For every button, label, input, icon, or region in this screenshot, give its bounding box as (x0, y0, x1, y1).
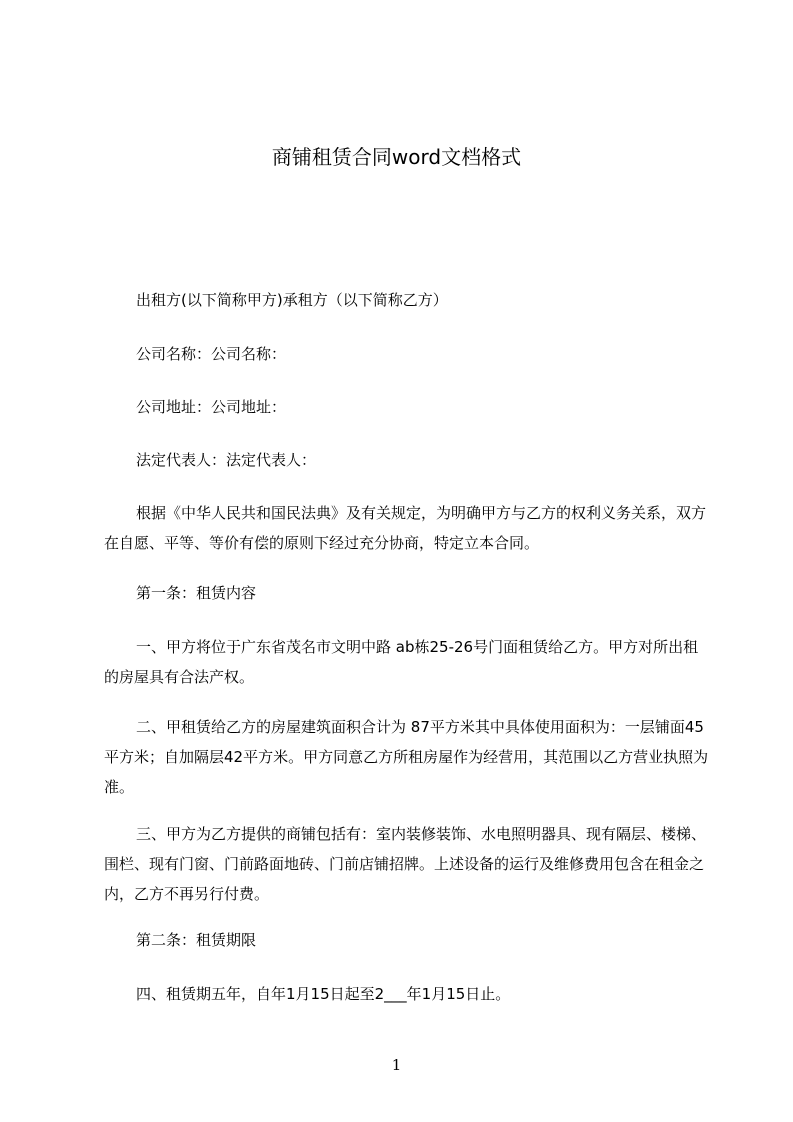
article-two-heading: 第二条：租赁期限 (136, 931, 257, 949)
clause-two-paragraph: 二、甲租赁给乙方的房屋建筑面积合计为 87平方米其中具体使用面积为：一层铺面45平方米；自加隔层42平方米。甲方同意乙方所租房屋作为经营用，其范围以乙方营业执照为准。 (104, 718, 709, 796)
article-one-heading: 第一条：租赁内容 (136, 584, 257, 602)
clause-one-paragraph: 一、甲方将位于广东省茂名市文明中路 ab栋25-26号门面租赁给乙方。甲方对所出租的房屋具有合法产权。 (104, 638, 699, 686)
page-number: 1 (391, 1056, 402, 1074)
parties-line: 出租方(以下简称甲方)承租方（以下简称乙方） (136, 291, 448, 309)
legal-representative-line: 法定代表人：法定代表人： (136, 451, 317, 469)
document-title: 商铺租赁合同word文档格式 (271, 145, 522, 169)
clause-four-paragraph: 四、租赁期五年，自年1月15日起至2___年1月15日止。 (136, 985, 511, 1003)
company-name-line: 公司名称：公司名称： (136, 345, 287, 363)
company-address-line: 公司地址：公司地址： (136, 398, 287, 416)
preamble-paragraph: 根据《中华人民共和国民法典》及有关规定，为明确甲方与乙方的权利义务关系，双方在自愿、平等、等价有偿的原则下经过充分协商，特定立本合同。 (104, 504, 707, 552)
clause-three-paragraph: 三、甲方为乙方提供的商铺包括有：室内装修装饰、水电照明器具、现有隔层、楼梯、围栏、现有门窗、门前路面地砖、门前店铺招牌。上述设备的运行及维修费用包含在租金之内，乙方不再另行付费。 (104, 825, 707, 903)
